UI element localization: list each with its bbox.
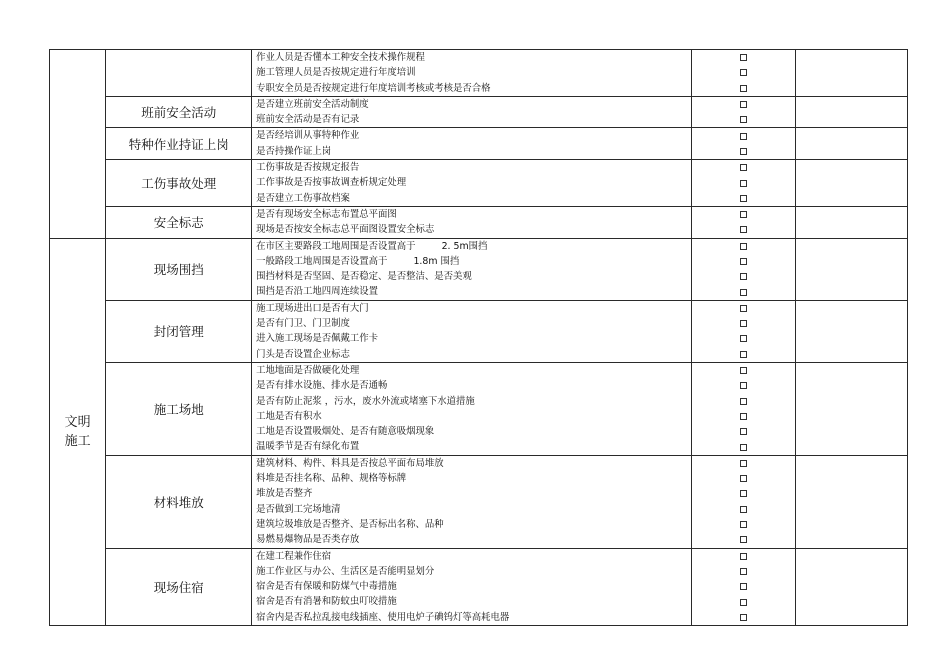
check-items-cell bbox=[252, 455, 692, 548]
checkbox[interactable] bbox=[740, 599, 747, 606]
remark-cell bbox=[796, 300, 908, 362]
checkbox-cell bbox=[691, 128, 796, 160]
item-label: 现场住宿 bbox=[153, 579, 204, 595]
check-item-text: 班前安全活动是否有记录 bbox=[256, 114, 360, 126]
remark-cell bbox=[796, 50, 908, 97]
checkbox[interactable] bbox=[740, 521, 747, 528]
checkbox-cell bbox=[691, 206, 796, 238]
checkbox[interactable] bbox=[740, 54, 747, 61]
item-cell bbox=[106, 300, 252, 362]
check-item-text bbox=[252, 254, 691, 269]
checkbox[interactable] bbox=[740, 320, 747, 327]
check-item-text: 门头是否设置企业标志 bbox=[256, 348, 350, 360]
item-cell bbox=[106, 128, 252, 160]
checkbox[interactable] bbox=[740, 305, 747, 312]
table-row bbox=[50, 238, 908, 300]
checkbox[interactable] bbox=[740, 335, 747, 342]
check-item-text: 围挡材料是否坚固、是否稳定、是否整洁、是否美观 bbox=[256, 271, 472, 283]
remark-cell bbox=[796, 206, 908, 238]
check-item-text: 是否有防止泥浆 ，污水，废水外流或堵塞下水道措施 bbox=[256, 395, 475, 407]
remark-cell bbox=[796, 548, 908, 625]
checkbox[interactable] bbox=[740, 258, 747, 265]
check-item-text: 宿舍是否有消暑和防蚊虫叮咬措施 bbox=[256, 596, 397, 608]
item-label: 特种作业持证上岗 bbox=[128, 136, 229, 152]
check-item-text: 施工现场进出口是否有大门 bbox=[256, 302, 369, 314]
check-item-text: 易燃易爆物品是否类存放 bbox=[256, 534, 360, 546]
check-item-text: 现场是否按安全标志总平面图设置安全标志 bbox=[256, 224, 435, 236]
check-item-text: 宿舍内是否私拉乱接电线插座、使用电炉子碘钨灯等高耗电器 bbox=[256, 611, 510, 623]
table-row bbox=[50, 160, 908, 207]
checkbox-row bbox=[692, 97, 796, 112]
check-item-text: 是否有门卫、门卫制度 bbox=[256, 318, 350, 330]
checkbox-row bbox=[692, 222, 796, 237]
checkbox[interactable] bbox=[740, 553, 747, 560]
check-item-text: 料堆是否挂名称、品种、规格等标牌 bbox=[256, 473, 407, 485]
checkbox-row bbox=[692, 316, 796, 331]
table-row bbox=[50, 300, 908, 362]
checkbox[interactable] bbox=[740, 568, 747, 575]
check-item-text-part: 1.8m 围挡 bbox=[413, 255, 460, 267]
check-item-text: 工地地面是否做硬化处理 bbox=[256, 364, 360, 376]
check-item-text: 是否建立班前安全活动制度 bbox=[256, 98, 369, 110]
checkbox[interactable] bbox=[740, 289, 747, 296]
checkbox-cell bbox=[691, 362, 796, 455]
check-item-text: 围挡是否沿工地四周连续设置 bbox=[256, 286, 379, 298]
table-row bbox=[50, 362, 908, 455]
checkbox-row bbox=[692, 160, 796, 175]
checkbox[interactable] bbox=[740, 195, 747, 202]
check-item-text: 是否有现场安全标志布置总平面图 bbox=[256, 208, 397, 220]
remark-cell bbox=[796, 455, 908, 548]
checkbox-row bbox=[692, 594, 796, 609]
check-item-text: 专职安全员是否按规定进行年度培训考核或考核是否合格 bbox=[256, 82, 491, 94]
checkbox[interactable] bbox=[740, 506, 747, 513]
checkbox[interactable] bbox=[740, 413, 747, 420]
checkbox-cell bbox=[691, 455, 796, 548]
check-item-text: 工地是否有积水 bbox=[256, 410, 322, 422]
checkbox-row bbox=[692, 486, 796, 501]
checkbox[interactable] bbox=[740, 382, 747, 389]
item-label: 施工场地 bbox=[153, 401, 204, 417]
checkbox-row bbox=[692, 207, 796, 222]
checkbox-row bbox=[692, 517, 796, 532]
table-row bbox=[50, 206, 908, 238]
item-label: 封闭管理 bbox=[153, 324, 204, 340]
checkbox[interactable] bbox=[740, 85, 747, 92]
checkbox[interactable] bbox=[740, 243, 747, 250]
checkbox-row bbox=[692, 610, 796, 625]
checkbox-row bbox=[692, 579, 796, 594]
checkbox-row bbox=[692, 549, 796, 564]
item-cell bbox=[106, 362, 252, 455]
check-item-text-part: 在市区主要路段工地周围是否设置高于 bbox=[256, 240, 416, 252]
checkbox[interactable] bbox=[740, 444, 747, 451]
checkbox-cell bbox=[691, 50, 796, 97]
check-item-text: 建筑垃圾堆放是否整齐、是否标出名称、品种 bbox=[256, 518, 444, 530]
check-item-text-part: 2. 5m围挡 bbox=[441, 240, 488, 252]
remark-cell bbox=[796, 238, 908, 300]
check-item-text: 是否有排水设施、排水是否通畅 bbox=[256, 380, 388, 392]
table-row bbox=[50, 455, 908, 548]
checkbox-row bbox=[692, 424, 796, 439]
checkbox[interactable] bbox=[740, 475, 747, 482]
check-item-text: 宿舍是否有保暖和防煤气中毒措施 bbox=[256, 581, 397, 593]
checkbox-row bbox=[692, 394, 796, 409]
check-item-text: 堆放是否整齐 bbox=[256, 488, 313, 500]
check-item-text: 是否做到工完场地清 bbox=[256, 503, 341, 515]
checkbox-row bbox=[692, 284, 796, 299]
remark-cell bbox=[796, 128, 908, 160]
checkbox-cell bbox=[691, 96, 796, 128]
checkbox[interactable] bbox=[740, 101, 747, 108]
check-item-text: 是否持操作证上岗 bbox=[256, 145, 332, 157]
check-items-cell bbox=[252, 206, 692, 238]
checkbox-row bbox=[692, 439, 796, 454]
check-items-cell bbox=[252, 238, 692, 300]
checkbox[interactable] bbox=[740, 536, 747, 543]
checkbox-row bbox=[692, 502, 796, 517]
checkbox-row bbox=[692, 65, 796, 80]
item-label: 安全标志 bbox=[153, 215, 204, 231]
checklist-sheet bbox=[49, 49, 908, 623]
item-cell bbox=[106, 160, 252, 207]
check-item-text: 温暖季节是否有绿化布置 bbox=[256, 441, 360, 453]
checkbox-row bbox=[692, 564, 796, 579]
checkbox-row bbox=[692, 144, 796, 159]
remark-cell bbox=[796, 362, 908, 455]
checkbox-cell bbox=[691, 238, 796, 300]
check-items-cell bbox=[252, 50, 692, 97]
checkbox-row bbox=[692, 347, 796, 362]
checkbox[interactable] bbox=[740, 133, 747, 140]
check-item-text-part: 一般路段工地周围是否设置高于 bbox=[256, 255, 388, 267]
check-item-text: 施工管理人员是否按规定进行年度培训 bbox=[256, 67, 416, 79]
check-items-cell bbox=[252, 96, 692, 128]
table-row bbox=[50, 128, 908, 160]
checkbox-cell bbox=[691, 300, 796, 362]
checkbox-row bbox=[692, 456, 796, 471]
checkbox-cell bbox=[691, 160, 796, 207]
checkbox[interactable] bbox=[740, 490, 747, 497]
checkbox[interactable] bbox=[740, 428, 747, 435]
checkbox[interactable] bbox=[740, 148, 747, 155]
checkbox[interactable] bbox=[740, 211, 747, 218]
checkbox-row bbox=[692, 128, 796, 143]
table-row bbox=[50, 50, 908, 97]
checkbox[interactable] bbox=[740, 69, 747, 76]
checkbox[interactable] bbox=[740, 164, 747, 171]
item-label: 工伤事故处理 bbox=[141, 176, 217, 192]
checkbox-row bbox=[692, 269, 796, 284]
remark-cell bbox=[796, 96, 908, 128]
check-items-cell bbox=[252, 160, 692, 207]
checkbox-row bbox=[692, 378, 796, 393]
table-row bbox=[50, 96, 908, 128]
item-cell bbox=[106, 96, 252, 128]
check-item-text: 是否经培训从事特种作业 bbox=[256, 130, 360, 142]
checkbox-row bbox=[692, 471, 796, 486]
checkbox-row bbox=[692, 254, 796, 269]
checkbox[interactable] bbox=[740, 351, 747, 358]
check-items-cell bbox=[252, 300, 692, 362]
checkbox[interactable] bbox=[740, 367, 747, 374]
item-cell bbox=[106, 548, 252, 625]
checkbox-row bbox=[692, 50, 796, 65]
checkbox-row bbox=[692, 112, 796, 127]
checkbox[interactable] bbox=[740, 273, 747, 280]
checkbox-row bbox=[692, 409, 796, 424]
category-cell bbox=[50, 238, 106, 625]
checkbox[interactable] bbox=[740, 116, 747, 123]
item-cell bbox=[106, 50, 252, 97]
checkbox-row bbox=[692, 81, 796, 96]
item-label: 班前安全活动 bbox=[141, 105, 217, 121]
checkbox-row bbox=[692, 363, 796, 378]
item-cell bbox=[106, 455, 252, 548]
check-items-cell bbox=[252, 362, 692, 455]
checkbox[interactable] bbox=[740, 226, 747, 233]
item-label: 现场围挡 bbox=[153, 262, 204, 278]
check-item-text: 工伤事故是否按规定报告 bbox=[256, 162, 360, 174]
checkbox[interactable] bbox=[740, 180, 747, 187]
check-item-text: 工地是否设置吸烟处、是否有随意吸烟现象 bbox=[256, 426, 435, 438]
checkbox[interactable] bbox=[740, 614, 747, 621]
safety-checklist-table bbox=[49, 49, 908, 626]
checkbox-row bbox=[692, 331, 796, 346]
item-label: 材料堆放 bbox=[153, 494, 204, 510]
item-cell bbox=[106, 206, 252, 238]
check-item-text: 施工作业区与办公、生活区是否能明显划分 bbox=[256, 565, 435, 577]
checkbox-row bbox=[692, 175, 796, 190]
checkbox-cell bbox=[691, 548, 796, 625]
check-items-cell bbox=[252, 128, 692, 160]
check-item-text: 作业人员是否懂本工种安全技术操作规程 bbox=[256, 52, 425, 63]
check-items-cell bbox=[252, 548, 692, 625]
checkbox-row bbox=[692, 239, 796, 254]
check-item-text: 建筑材料、构件、料具是否按总平面布局堆放 bbox=[256, 457, 444, 469]
category-label: 文明施工 bbox=[64, 414, 91, 449]
checkbox-row bbox=[692, 532, 796, 547]
checkbox-row bbox=[692, 301, 796, 316]
category-cell bbox=[50, 50, 106, 239]
check-item-text: 工作事故是否按事故调查析规定处理 bbox=[256, 177, 407, 189]
check-item-text bbox=[252, 239, 691, 254]
checkbox[interactable] bbox=[740, 398, 747, 405]
checkbox[interactable] bbox=[740, 460, 747, 467]
remark-cell bbox=[796, 160, 908, 207]
item-cell bbox=[106, 238, 252, 300]
check-item-text: 在建工程兼作住宿 bbox=[256, 550, 332, 562]
check-item-text: 是否建立工伤事故档案 bbox=[256, 192, 350, 204]
checkbox[interactable] bbox=[740, 583, 747, 590]
check-item-text: 进入施工现场是否佩戴工作卡 bbox=[256, 333, 379, 345]
checkbox-row bbox=[692, 191, 796, 206]
table-row bbox=[50, 548, 908, 625]
